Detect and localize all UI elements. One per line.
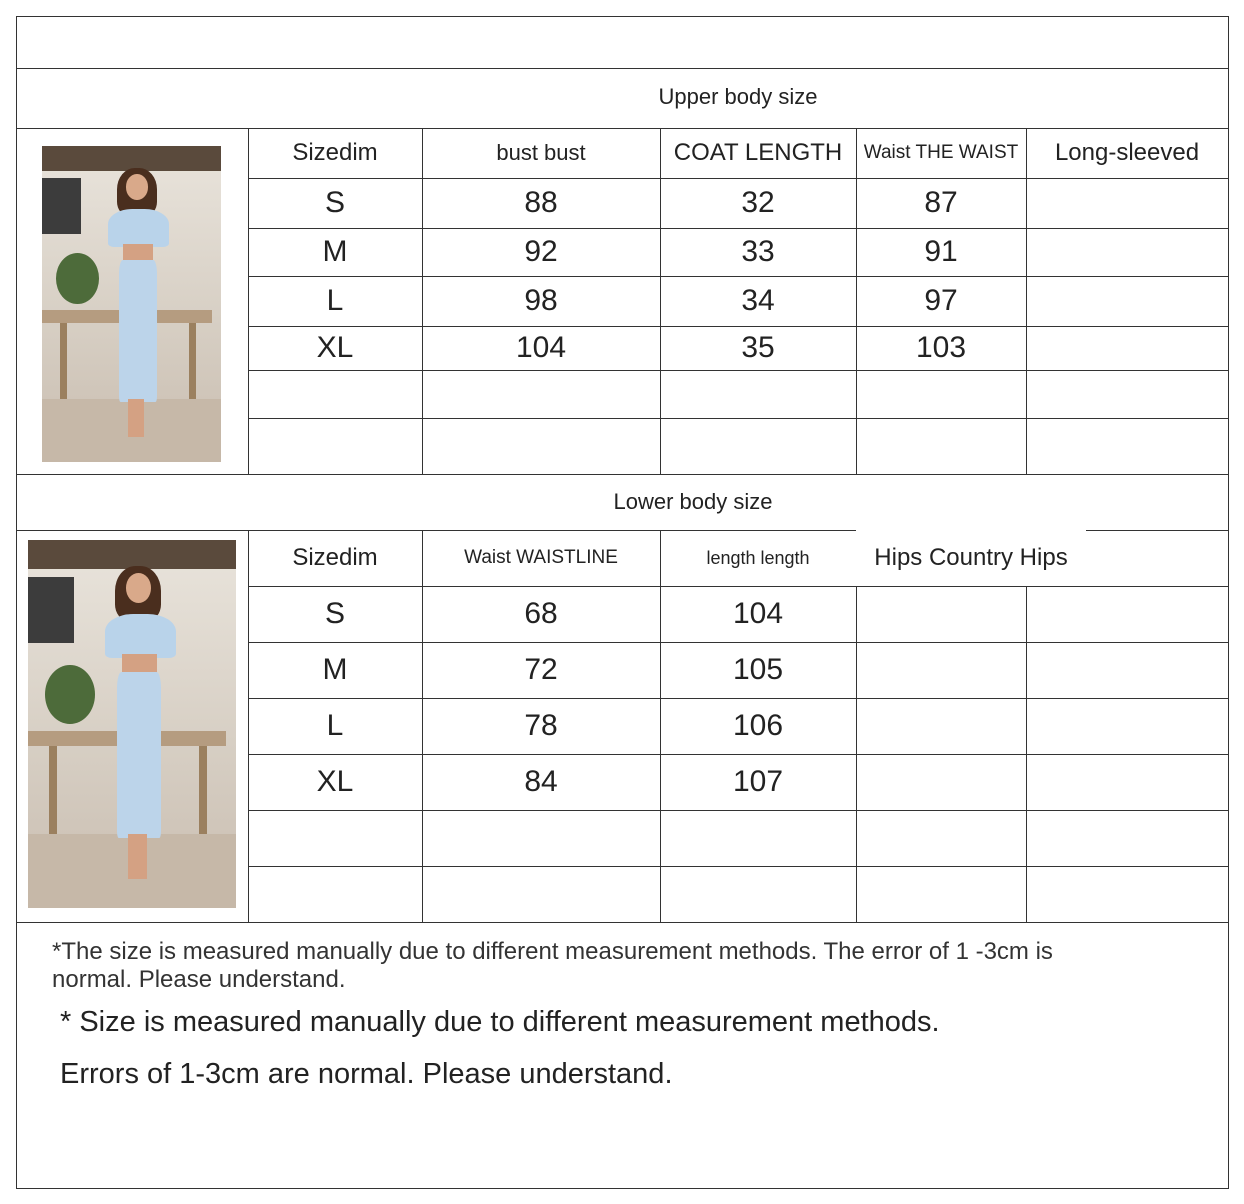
measurement-cell: 104 — [732, 597, 784, 630]
measurement-cell: 97 — [924, 284, 958, 317]
grid-line — [1026, 128, 1027, 474]
measurement-cell: 72 — [524, 653, 558, 686]
measurement-cell: 91 — [924, 235, 958, 268]
grid-line — [16, 68, 1228, 69]
measurement-cell: 104 — [515, 331, 567, 364]
column-header: Sizedim — [292, 544, 378, 571]
column-header: Waist WAISTLINE — [464, 547, 618, 568]
column-header: Waist THE WAIST — [863, 142, 1019, 163]
grid-line — [16, 922, 1228, 923]
measurement-cell: 103 — [915, 331, 967, 364]
product-photo-upper — [42, 146, 221, 462]
size-label: M — [322, 235, 348, 268]
grid-line — [1026, 530, 1027, 922]
measurement-cell: 107 — [732, 765, 784, 798]
measurement-cell: 32 — [741, 186, 775, 219]
size-label: L — [326, 284, 344, 317]
measurement-cell: 106 — [732, 709, 784, 742]
size-label: S — [324, 597, 345, 630]
size-note-line-3: Errors of 1-3cm are normal. Please understand. — [60, 1058, 673, 1090]
grid-line — [248, 418, 1228, 419]
size-note: *The size is measured manually due to different measurement methods. The error of 1 -3cm is normal. Please understand. — [52, 938, 1053, 993]
grid-line — [248, 370, 1228, 371]
size-label: XL — [316, 765, 354, 798]
measurement-cell: 34 — [741, 284, 775, 317]
column-header: Long-sleeved — [1054, 139, 1200, 166]
grid-line — [16, 474, 1228, 475]
grid-line — [856, 530, 857, 922]
measurement-cell: 33 — [741, 235, 775, 268]
column-header: length length — [706, 548, 810, 568]
column-header: Sizedim — [292, 139, 378, 166]
grid-line — [248, 810, 1228, 811]
size-label: M — [322, 653, 348, 686]
measurement-cell: 84 — [524, 765, 558, 798]
measurement-cell: 88 — [524, 186, 558, 219]
product-photo-lower — [28, 540, 236, 908]
column-header: Hips Country Hips — [856, 530, 1086, 586]
measurement-cell: 78 — [524, 709, 558, 742]
measurement-cell: 35 — [741, 331, 775, 364]
grid-line — [248, 866, 1228, 867]
measurement-cell: 68 — [524, 597, 558, 630]
size-label: L — [326, 709, 344, 742]
size-note-line-2: * Size is measured manually due to different measurement methods. — [60, 1006, 940, 1038]
measurement-cell: 98 — [524, 284, 558, 317]
measurement-cell: 92 — [524, 235, 558, 268]
column-header: bust bust — [496, 140, 586, 165]
upper-section-title: Upper body size — [658, 84, 818, 109]
measurement-cell: 87 — [924, 186, 958, 219]
lower-section-title: Lower body size — [613, 489, 773, 514]
measurement-cell: 105 — [732, 653, 784, 686]
column-header: COAT LENGTH — [673, 139, 843, 166]
size-label: XL — [316, 331, 354, 364]
size-label: S — [324, 186, 345, 219]
